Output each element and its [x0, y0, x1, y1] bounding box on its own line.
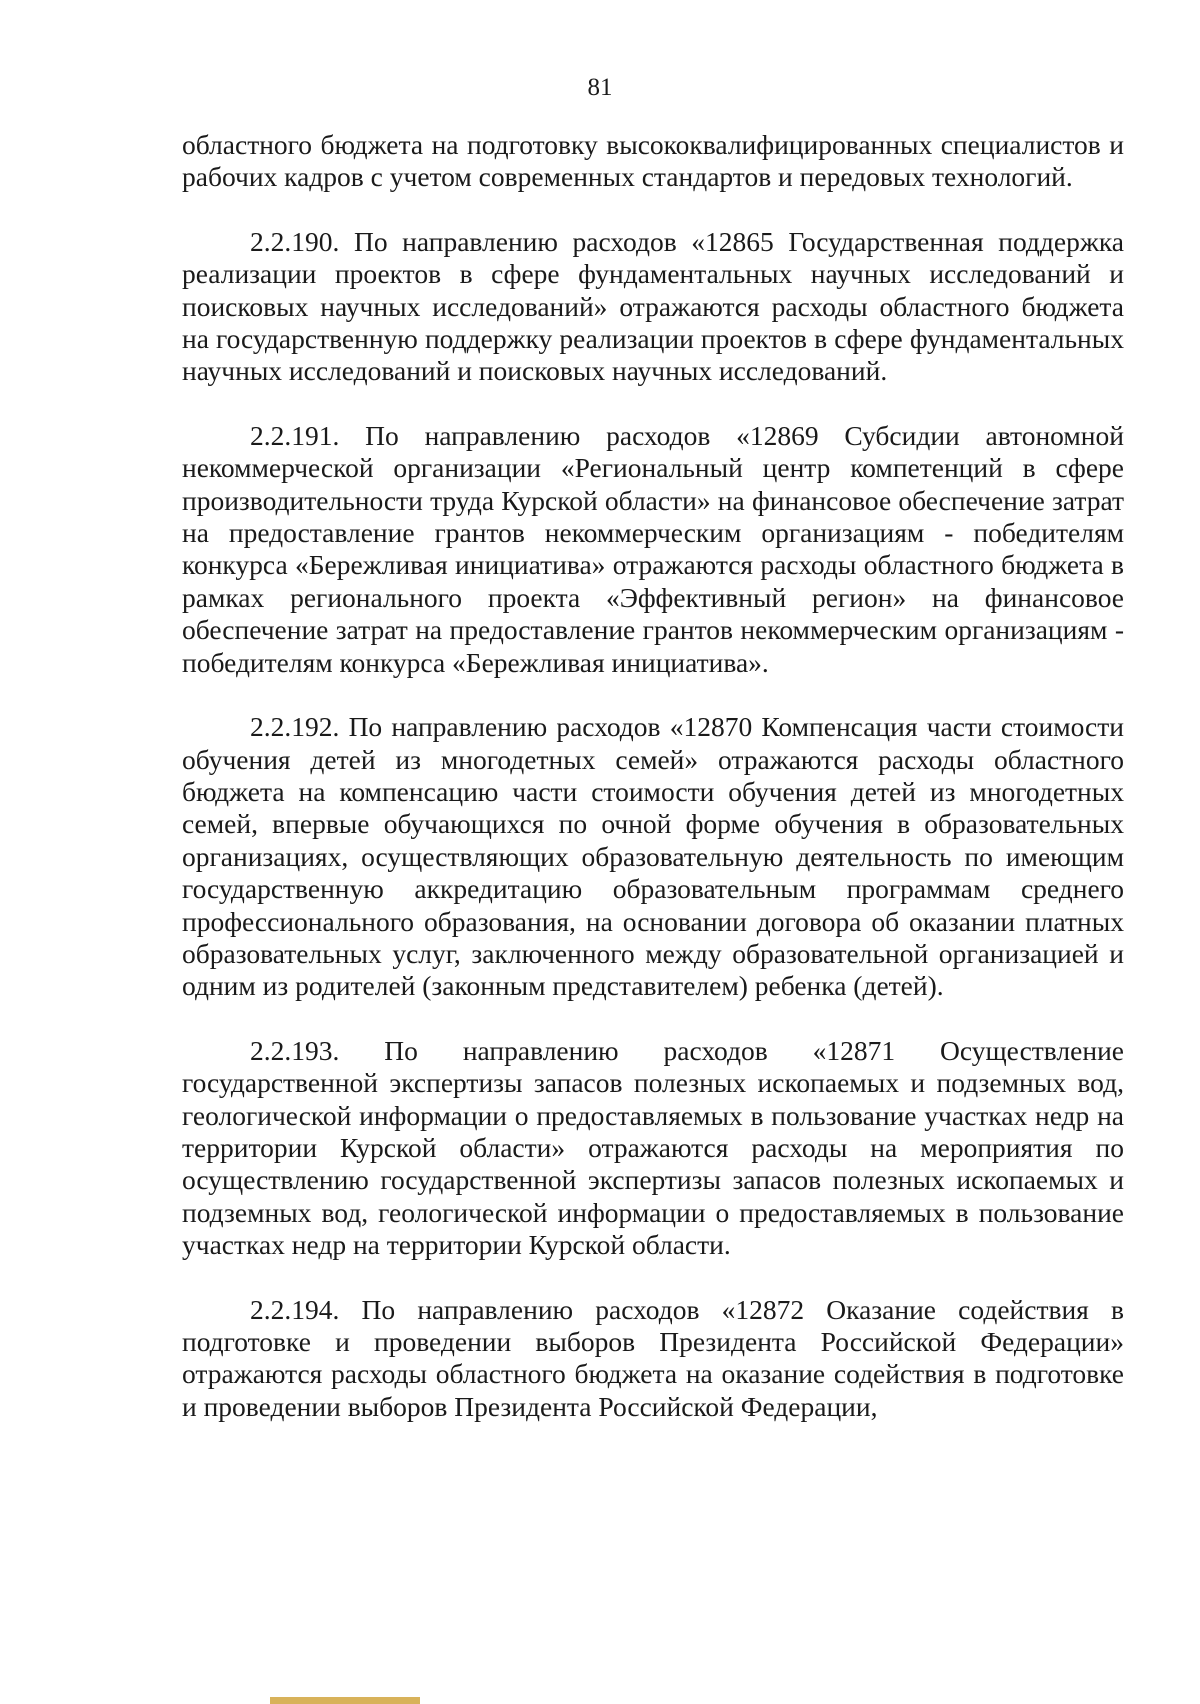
paragraph-2-2-194: 2.2.194. По направлению расходов «12872 Оказание содействия в подготовке и проведении выборов Президента Российской Федерации» отражаются расходы областного бюджета на оказание содействия в подготовке и проведении выборов Президента Российской Федерации,: [182, 1293, 1124, 1422]
paragraph-2-2-192: 2.2.192. По направлению расходов «12870 Компенсация части стоимости обучения детей из многодетных семей» отражаются расходы областного бюджета на компенсацию части стоимости обучения детей из многодетных семей, впервые обучающихся по очной форме обучения в образовательных организациях, осуществляющих образовательную деятельность по имеющим государственную аккредитацию образовательным программам среднего профессионального образования, на основании договора об оказании платных образовательных услуг, заключенного между образовательной организацией и одним из родителей (законным представителем) ребенка (детей).: [182, 711, 1124, 1002]
paragraph-2-2-190: 2.2.190. По направлению расходов «12865 Государственная поддержка реализации проектов в сфере фундаментальных научных исследований и поисковых научных исследований» отражаются расходы областного бюджета на государственную поддержку реализации проектов в сфере фундаментальных научных исследований и поисковых научных исследований.: [182, 225, 1124, 387]
paragraph-2-2-191: 2.2.191. По направлению расходов «12869 Субсидии автономной некоммерческой организации «Региональный центр компетенций в сфере производительности труда Курской области» на финансовое обеспечение затрат на предоставление грантов некоммерческим организациям - победителям конкурса «Бережливая инициатива» отражаются расходы областного бюджета в рамках регионального проекта «Эффективный регион» на финансовое обеспечение затрат на предоставление грантов некоммерческим организациям - победителям конкурса «Бережливая инициатива».: [182, 419, 1124, 678]
page-number: 81: [587, 74, 613, 101]
scan-edge-mark: [270, 1697, 420, 1704]
paragraph-continuation: областного бюджета на подготовку высококвалифицированных специалистов и рабочих кадров с учетом современных стандартов и передовых технологий.: [182, 129, 1124, 193]
paragraph-2-2-193: 2.2.193. По направлению расходов «12871 Осуществление государственной экспертизы запасов полезных ископаемых и подземных вод, геологической информации о предоставляемых в пользование участках недр на территории Курской области» отражаются расходы на мероприятия по осуществлению государственной экспертизы запасов полезных ископаемых и подземных вод, геологической информации о предоставляемых в пользование участках недр на территории Курской области.: [182, 1034, 1124, 1261]
document-body: [182, 129, 1124, 1423]
